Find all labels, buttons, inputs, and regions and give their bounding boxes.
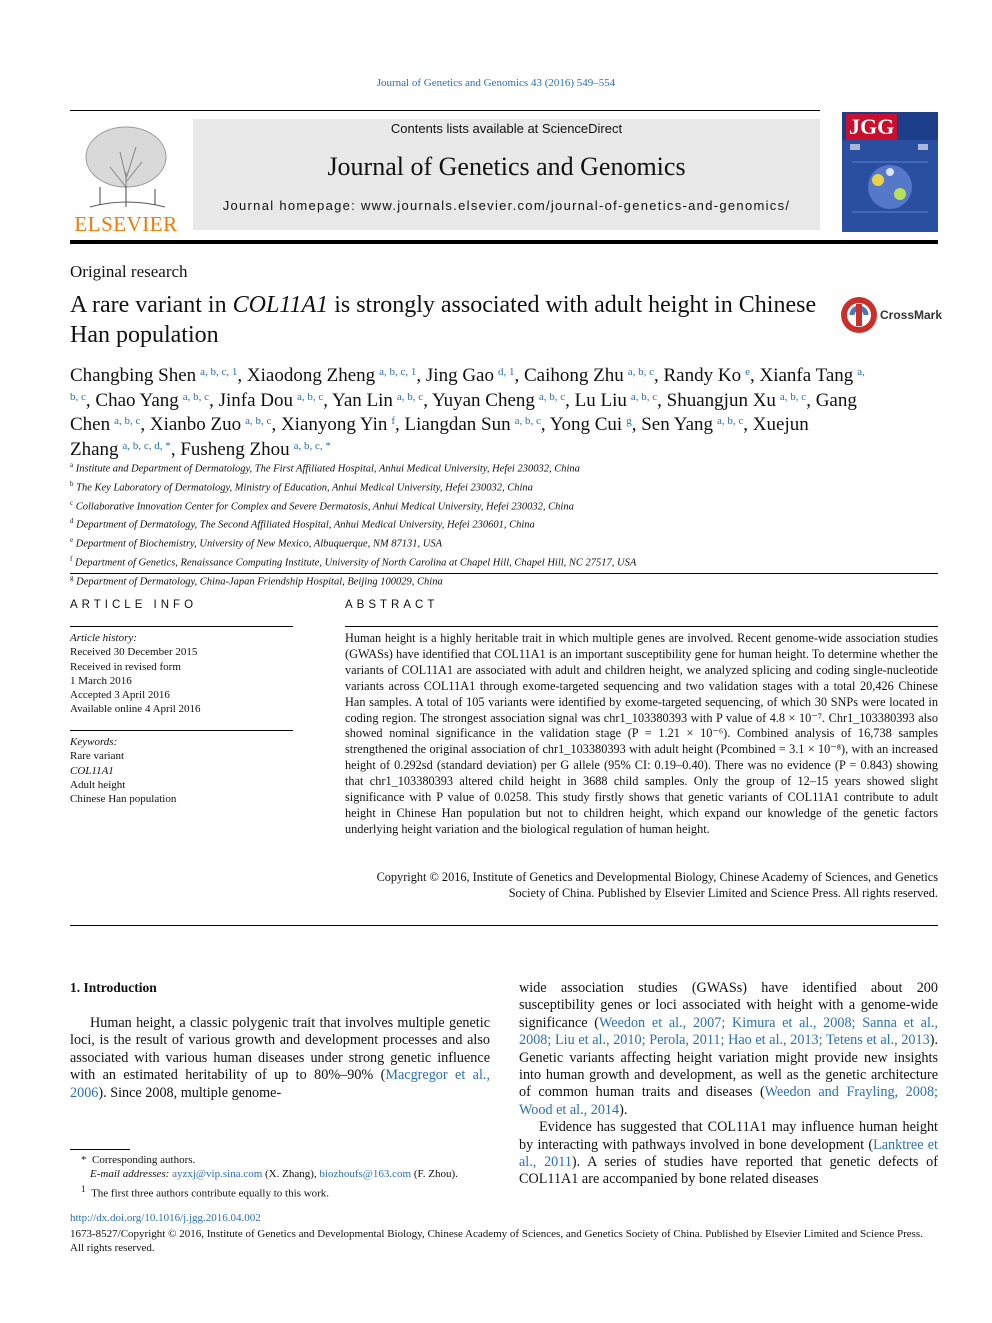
article-title: A rare variant in COL11A1 is strongly associated with adult height in Chinese Han population	[70, 292, 817, 348]
author-name[interactable]: Yuyan Cheng	[431, 389, 535, 411]
author-name[interactable]: Xianbo Zuo	[149, 414, 242, 435]
author-name[interactable]: Shuangjun Xu	[666, 389, 776, 411]
affiliation-key: d	[70, 517, 74, 526]
citation-link[interactable]: Macgregor et al., 2006	[70, 1067, 490, 1101]
author-affiliation-marker[interactable]: a, b, c	[627, 366, 654, 378]
affiliation-text: Department of Biochemistry, University of New Mexico, Albuquerque, NM 87131, USA	[75, 538, 443, 550]
email-link[interactable]: biozhoufs@163.com	[319, 1168, 412, 1181]
author-affiliation-marker[interactable]: a, b, c	[182, 390, 210, 403]
doi-link[interactable]: http://dx.doi.org/10.1016/j.jgg.2016.04.002	[70, 1212, 261, 1224]
author-name[interactable]: Yan Lin	[332, 389, 393, 411]
affiliation-key: g	[70, 573, 74, 582]
affiliation-key: e	[70, 536, 74, 545]
author-name[interactable]: Xuejun Zhang	[70, 414, 809, 460]
history-label: Article history:	[70, 632, 137, 644]
citation-link[interactable]: Weedon et al., 2007; Kimura et al., 2008; Sanna et al., 2008; Liu et al., 2010; Perola, 2011; Hao et al., 2013; Tetens et al., 2013	[519, 1014, 938, 1049]
equal-contribution-footnote: $^1$ The first three authors contribute equally to this work.	[81, 1183, 330, 1200]
divider	[70, 573, 938, 574]
affiliation-key: b	[70, 479, 74, 488]
article-history	[70, 631, 201, 717]
author-name[interactable]: Jinfa Dou	[218, 389, 293, 411]
intro-paragraph-1: Human height, a classic polygenic trait that involves multiple genetic loci, is the result of various growth and development processes and also associated with various human diseases under strong genetic influence with an estimated heritability of up to 80%–90% (Macgregor et al., 2006). Since 2008, multiple genome-	[70, 1015, 490, 1101]
keyword: COL11A1	[70, 764, 114, 777]
divider	[345, 626, 938, 627]
author-name[interactable]: Caihong Zhu	[523, 365, 624, 386]
affiliation-text: Collaborative Innovation Center for Complex and Severe Dermatosis, Anhui Medical University, Hefei 230032, China	[75, 501, 574, 513]
author-affiliation-marker[interactable]: f	[391, 415, 396, 427]
crossmark-icon	[840, 296, 878, 334]
cover-art	[842, 112, 938, 232]
journal-title: Journal of Genetics and Genomics	[327, 152, 686, 181]
article-type: Original research	[70, 262, 188, 281]
issn-copyright: 1673-8527/Copyright © 2016, Institute of Genetics and Developmental Biology, Chinese Academy of Sciences, and Genetics Society of China. Published by Elsevier Limited and Science Press. All rights reserved.	[70, 1228, 923, 1255]
citation-link[interactable]: Weedon and Frayling, 2008; Wood et al., 2014	[519, 1084, 938, 1118]
affiliation-key: a	[70, 461, 74, 469]
author-affiliation-marker[interactable]: a, b, c	[396, 390, 424, 403]
affiliation-text: Department of Dermatology, China-Japan Friendship Hospital, Beijing 100029, China	[76, 576, 443, 588]
author-name[interactable]: Fusheng Zhou	[180, 438, 290, 460]
keywords-label: Keywords:	[70, 736, 118, 748]
author-name[interactable]: Gang Chen	[70, 389, 857, 435]
author-name[interactable]: Xianyong Yin	[280, 414, 388, 435]
abstract-copyright: Copyright © 2016, Institute of Genetics and Developmental Biology, Chinese Academy of Sciences, and Genetics Society of China. Published by Elsevier Limited and Science Press. All rights reserved.	[376, 870, 938, 900]
history-item: Available online 4 April 2016	[70, 703, 201, 716]
author-name[interactable]: Liangdan Sun	[404, 414, 511, 435]
cover-jgg-logo: JGG	[846, 114, 897, 140]
author-list: Changbing Shen $^{a, b, c, 1}$, Xiaodong Zheng $^{a, b, c, 1}$, Jing Gao $^{d, 1}$, Caihong Zhu $^{a, b, c}$, Randy Ko $^e$, Xianfa Tang $^{a, b, c}$, Chao Yang $^{a, b, c}$, Jinfa Dou $^{a, b, c}$, Yan Lin $^{a, b, c}$, Yuyan Cheng $^{a, b, c}$, Lu Liu $^{a, b, c}$, Shuangjun Xu $^{a, b, c}$, Gang Chen $^{a, b, c}$, Xianbo Zuo $^{a, b, c}$, Xianyong Yin $^f$, Liangdan Sun $^{a, b, c}$, Yong Cui $^g$, Sen Yang $^{a, b, c}$, Xuejun Zhang $^{a, b, c, d, *}$, Fusheng Zhou $^{a, b, c, *}$	[70, 365, 865, 460]
elsevier-wordmark: ELSEVIER	[74, 212, 178, 236]
corresponding-footnote: * Corresponding authors.	[70, 1154, 196, 1166]
author-name[interactable]: Yong Cui	[549, 414, 623, 435]
author-affiliation-marker[interactable]: g	[626, 415, 632, 427]
author-affiliation-marker[interactable]: a, b, c, 1	[200, 366, 238, 378]
email-link[interactable]: ayzxj@vip.sina.com	[172, 1168, 263, 1181]
footnotes	[70, 1153, 490, 1201]
author-affiliation-marker[interactable]: a, b, c	[630, 390, 658, 403]
author-name[interactable]: Xianfa Tang	[759, 365, 854, 386]
affiliation-text: The Key Laboratory of Dermatology, Ministry of Education, Anhui Medical University, Hefei 230032, China	[76, 482, 533, 494]
author-name[interactable]: Sen Yang	[641, 414, 714, 435]
author-affiliation-marker[interactable]: a, b, c, 1	[379, 366, 417, 378]
author-affiliation-marker[interactable]: d, 1	[497, 366, 515, 378]
author-affiliation-marker[interactable]: a, b, c	[514, 415, 541, 427]
affiliation-list	[70, 458, 930, 590]
author-affiliation-marker[interactable]: a, b, c	[538, 390, 566, 403]
keyword: Adult height	[70, 778, 126, 791]
affiliation	[70, 533, 930, 552]
author-affiliation-marker[interactable]: a, b, c	[779, 390, 807, 403]
header-thick-rule	[70, 240, 938, 244]
author-affiliation-marker[interactable]: a, b, c	[717, 415, 744, 427]
author-name[interactable]: Changbing Shen	[70, 365, 197, 386]
journal-cover-image	[842, 112, 938, 232]
affiliation-text: Institute and Department of Dermatology, The First Affiliated Hospital, Anhui Medical University, Hefei 230032, China	[75, 463, 580, 475]
author-affiliation-marker[interactable]: a, b, c	[70, 366, 865, 403]
keyword: Chinese Han population	[70, 793, 177, 806]
journal-homepage[interactable]: Journal homepage: www.journals.elsevier.com/journal-of-genetics-and-genomics/	[222, 198, 791, 213]
intro-paragraph-2: Evidence has suggested that COL11A1 may influence human height by interacting with pathways involved in bone development (Lanktree et al., 2011). A series of studies have reported that genetic defects of COL11A1 are accompanied by bone related diseases	[519, 1119, 938, 1188]
author-affiliation-marker[interactable]: a, b, c	[296, 390, 324, 403]
author-affiliation-marker[interactable]: a, b, c, d, *	[122, 439, 171, 452]
affiliation-text: Department of Genetics, Renaissance Computing Institute, University of North Carolina at Chapel Hill, Chapel Hill, NC 27517, USA	[74, 557, 637, 569]
affiliation-key: c	[70, 498, 74, 507]
article-info-heading: ARTICLE INFO	[70, 599, 198, 611]
affiliation	[70, 458, 930, 477]
history-item: Accepted 3 April 2016	[70, 689, 170, 702]
affiliation-text: Department of Dermatology, The Second Affiliated Hospital, Anhui Medical University, Hefei 230601, China	[76, 519, 535, 531]
email-footnote: E-mail addresses: ayzxj@vip.sina.com (X. Zhang), biozhoufs@163.com (F. Zhou).	[90, 1168, 458, 1181]
crossmark-badge[interactable]: CrossMark	[840, 296, 940, 336]
affiliation	[70, 552, 930, 571]
author-name[interactable]: Xiaodong Zheng	[246, 365, 376, 386]
section-heading-introduction: 1. Introduction	[70, 980, 157, 995]
author-affiliation-marker[interactable]: a, b, c	[114, 415, 141, 427]
divider	[70, 925, 938, 926]
header-rule	[70, 110, 820, 111]
affiliation-key: f	[70, 554, 73, 563]
affiliation	[70, 514, 930, 533]
journal-citation-link[interactable]: Journal of Genetics and Genomics 43 (2016) 549–554	[376, 77, 616, 89]
abstract-heading: ABSTRACT	[345, 599, 439, 611]
affiliation	[70, 496, 930, 515]
history-item: 1 March 2016	[70, 674, 132, 687]
keyword: Rare variant	[70, 750, 125, 763]
author-affiliation-marker[interactable]: a, b, c	[245, 415, 272, 427]
author-affiliation-marker[interactable]: a, b, c, *	[293, 439, 331, 452]
author-name[interactable]: Randy Ko	[663, 365, 742, 386]
abstract-text: Human height is a highly heritable trait in which multiple genes are involved. Recent genome-wide association studies (GWASs) have identified that COL11A1 is an important susceptibility gene for human height. To determine whether the variants of COL11A1 are associated with adult and children height, we analyzed splicing and coding single-nucleotide variants across COL11A1 through exome-targeted sequencing and two validation stages with a total 20,426 Chinese Han samples. A total of 105 variants were identified by exome-targeted sequencing, of which 30 SNPs were located in coding region. The strongest association signal was chr1_103380393 with P value of 4.8 × 10⁻⁷. Chr1_103380393 also showed nominal significance in the validation stage (P = 1.21 × 10⁻⁶). Combined analysis of 16,738 samples strengthened the original association of chr1_103380393 with adult height (Pcombined = 3.1 × 10⁻⁸), with an increased height of 0.292sd (standard deviation) per G allele (95% CI: 0.19–0.40). There was no evidence (P = 0.843) showing that chr1_103380393 altered child height in 3688 child samples. Only the group of 12–15 years showed slight significance with P value of 0.0258. This study firstly shows that genetic variants of COL11A1 contribute to adult height in Chinese Han population but not to children height, which expand our knowledge of the genetic factors underlying height variation and the biological regulation of human height.	[345, 631, 938, 836]
divider	[70, 730, 293, 731]
divider	[70, 626, 293, 627]
intro-column-2: wide association studies (GWASs) have identified about 200 susceptibility genes or loci associated with height with a genome-wide significance (Weedon et al., 2007; Kimura et al., 2008; Sanna et al., 2008; Liu et al., 2010; Perola, 2011; Hao et al., 2013; Tetens et al., 2013). Genetic variants affecting height variation might provide new insights into human growth and development, as well as the genetic architecture of common human traits and diseases (Weedon and Frayling, 2008; Wood et al., 2014). Evidence has suggested that COL11A1 may influence human height by interacting with pathways involved in bone development (Lanktree et al., 2011). A series of studies have reported that genetic defects of COL11A1 are accompanied by bone related diseases	[519, 980, 938, 1188]
contents-line: Contents lists available at ScienceDirect	[390, 121, 623, 136]
history-item: Received in revised form	[70, 660, 181, 673]
history-item: Received 30 December 2015	[70, 646, 198, 659]
author-name[interactable]: Jing Gao	[425, 365, 494, 386]
footnote-rule	[70, 1149, 130, 1150]
citation-link[interactable]: Lanktree et al., 2011	[519, 1136, 938, 1171]
author-affiliation-marker[interactable]: e	[745, 366, 750, 378]
keywords	[70, 735, 176, 806]
affiliation	[70, 477, 930, 496]
author-name[interactable]: Chao Yang	[95, 389, 179, 411]
author-name[interactable]: Lu Liu	[574, 389, 627, 411]
